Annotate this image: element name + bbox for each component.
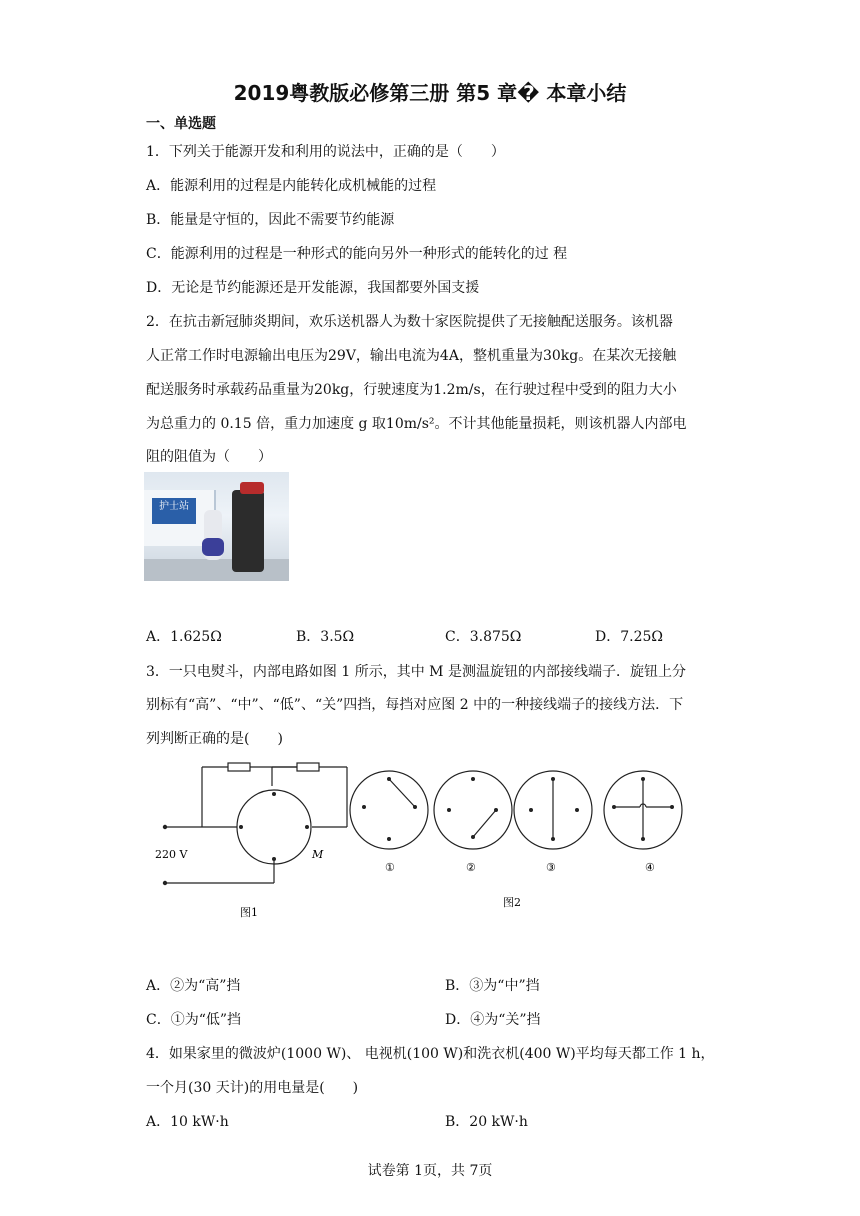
- q2-option-b: B．3.5Ω: [296, 629, 355, 645]
- robot-photo: [144, 472, 289, 581]
- section-heading: 一、单选题: [146, 116, 216, 132]
- q3-stem-line3: 列判断正确的是( ): [146, 731, 283, 747]
- terminal-ring-M: [237, 790, 311, 864]
- q2-stem-line5: 阻的阻值为（ ）: [146, 449, 272, 465]
- q4-option-a: A．10 kW·h: [146, 1114, 229, 1130]
- q1-option-d: D．无论是节约能源还是开发能源，我国都要外国支援: [146, 280, 480, 296]
- q4-stem-line1: 4．如果家里的微波炉(1000 W)、 电视机(100 W)和洗衣机(400 W)平均每天都工作 1 h，: [146, 1046, 715, 1062]
- q3-option-b: B．③为“中”挡: [445, 978, 540, 994]
- figure1-caption: 图1: [240, 906, 258, 919]
- diagram-label-3: ③: [546, 861, 556, 874]
- diagram-label-4: ④: [645, 861, 655, 874]
- q2-option-d: D．7.25Ω: [595, 629, 664, 645]
- q1-option-b: B．能量是守恒的，因此不需要节约能源: [146, 212, 395, 228]
- robot-black: [232, 490, 264, 572]
- nurse-station-sign: 护士站: [152, 498, 196, 524]
- q2-option-c: C．3.875Ω: [445, 629, 522, 645]
- m-label: M: [312, 848, 324, 861]
- q1-option-a: A．能源利用的过程是内能转化成机械能的过程: [146, 178, 437, 194]
- q3-option-c: C．①为“低”挡: [146, 1012, 242, 1028]
- q3-stem-line2: 别标有“高”、“中”、“低”、“关”四挡，每挡对应图 2 中的一种接线端子的接线方法．下: [146, 697, 684, 713]
- voltage-label: 220 V: [155, 848, 188, 861]
- diagram-label-1: ①: [385, 861, 395, 874]
- q3-option-a: A．②为“高”挡: [146, 978, 241, 994]
- q2-option-a: A．1.625Ω: [146, 629, 222, 645]
- q3-figures: [140, 755, 700, 930]
- diagram-label-2: ②: [466, 861, 476, 874]
- resistor-2: [297, 763, 319, 771]
- page-footer: 试卷第 1页，共 7页: [367, 1163, 493, 1179]
- q2-stem-line3: 配送服务时承载药品重量为20kg，行驶速度为1.2m/s，在行驶过程中受到的阻力大小: [146, 382, 677, 398]
- q1-stem: 1．下列关于能源开发和利用的说法中，正确的是（ ）: [146, 144, 505, 160]
- q2-stem-line1: 2．在抗击新冠肺炎期间，欢乐送机器人为数十家医院提供了无接触配送服务。该机器: [146, 314, 673, 330]
- q2-stem-line4: 为总重力的 0.15 倍，重力加速度 g 取10m/s²。不计其他能量损耗，则该机器人内部电: [146, 416, 687, 432]
- page-title: 2019粤教版必修第三册 第5 章� 本章小结: [233, 81, 627, 105]
- figure2-caption: 图2: [503, 896, 521, 909]
- figure1-circuit: [165, 763, 347, 883]
- q1-option-c: C．能源利用的过程是一种形式的能向另外一种形式的能转化的过 程: [146, 246, 568, 262]
- q4-stem-line2: 一个月(30 天计)的用电量是( ): [146, 1080, 359, 1096]
- resistor-1: [228, 763, 250, 771]
- q3-stem-line1: 3．一只电熨斗，内部电路如图 1 所示，其中 M 是测温旋钮的内部接线端子．旋钮上分: [146, 664, 686, 680]
- q4-option-b: B．20 kW·h: [445, 1114, 528, 1130]
- q3-option-d: D．④为“关”挡: [445, 1012, 541, 1028]
- q2-stem-line2: 人正常工作时电源输出电压为29V，输出电流为4A，整机重量为30kg。在某次无接触: [146, 348, 677, 364]
